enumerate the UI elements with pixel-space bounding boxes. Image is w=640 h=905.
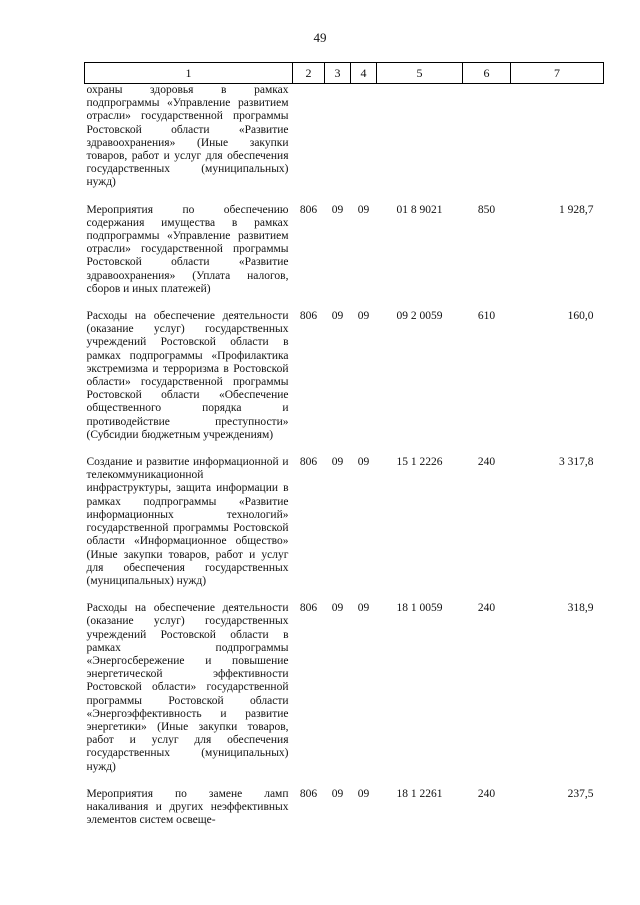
table-row — [85, 84, 604, 190]
table-row — [85, 602, 604, 774]
column-header: 1 — [85, 63, 293, 84]
column-header: 5 — [377, 63, 463, 84]
column-header: 6 — [463, 63, 511, 84]
expense-type-code: 610 — [477, 310, 496, 323]
row-description: Создание и развитие информационной и телекоммуникационной инфраструктуры, защита информации в рамках подпрограммы «Развитие информационных технологий» государственной программы Ростовской области «Информационное общество» (Иные закупки товаров, работ и услуг для обеспечения государственных (муниципальных) нужд) — [86, 456, 289, 587]
subsection-code: 09 — [357, 602, 370, 615]
ministry-code — [293, 84, 325, 190]
row-spacer — [85, 442, 604, 456]
ministry-code: 806 — [299, 602, 318, 615]
table-row — [85, 310, 604, 442]
table-row — [85, 788, 604, 828]
ministry-code: 806 — [299, 203, 318, 216]
row-spacer — [85, 774, 604, 788]
subsection-code: 09 — [357, 310, 370, 323]
page-number: 49 — [313, 30, 327, 45]
ministry-code: 806 — [299, 787, 318, 800]
target-item-code — [377, 84, 463, 190]
column-header: 7 — [511, 63, 604, 84]
expense-type-code — [463, 84, 511, 190]
target-item-code: 09 2 0059 — [396, 310, 443, 323]
target-item-code: 15 1 2226 — [396, 456, 443, 469]
target-item-code: 01 8 9021 — [396, 203, 443, 216]
target-item-code: 18 1 2261 — [396, 787, 443, 800]
subsection-code: 09 — [357, 787, 370, 800]
target-item-code: 18 1 0059 — [396, 602, 443, 615]
amount: 3 317,8 — [559, 456, 594, 469]
table-header-row — [85, 63, 604, 84]
ministry-code: 806 — [299, 456, 318, 469]
row-spacer — [85, 190, 604, 204]
row-description: Мероприятия по обеспечению содержания имущества в рамках подпрограммы «Управление развитием отрасли» государственной программы Ростовской области «Развитие здравоохранения» (Уплата налогов, сборов и иных платежей) — [86, 203, 289, 295]
amount: 237,5 — [567, 787, 594, 800]
column-header: 4 — [351, 63, 377, 84]
row-spacer — [85, 588, 604, 602]
section-code: 09 — [331, 602, 344, 615]
subsection-code — [351, 84, 377, 190]
budget-table — [84, 62, 604, 827]
amount — [511, 84, 604, 190]
column-header: 3 — [325, 63, 351, 84]
row-description: Мероприятия по замене ламп накаливания и других неэффективных элементов систем освеще- — [86, 787, 289, 827]
section-code — [325, 84, 351, 190]
expense-type-code: 240 — [477, 602, 496, 615]
subsection-code: 09 — [357, 456, 370, 469]
row-description: охраны здоровья в рамках подпрограммы «Управление развитием отрасли» государственной программы Ростовской области «Развитие здравоохранения» (Иные закупки товаров, работ и услуг для обеспечения государственных (муниципальных) нужд) — [86, 84, 289, 189]
section-code: 09 — [331, 203, 344, 216]
expense-type-code: 240 — [477, 787, 496, 800]
table-row — [85, 204, 604, 296]
section-code: 09 — [331, 456, 344, 469]
row-spacer — [85, 296, 604, 310]
amount: 1 928,7 — [559, 203, 594, 216]
ministry-code: 806 — [299, 310, 318, 323]
section-code: 09 — [331, 787, 344, 800]
subsection-code: 09 — [357, 203, 370, 216]
row-description: Расходы на обеспечение деятельности (оказание услуг) государственных учреждений Ростовской области в рамках подпрограммы «Энергосбережение и повышение энергетической эффективности Ростовской области» государственной программы Ростовской области «Энергоэффективность и развитие энергетики» (Иные закупки товаров, работ и услуг для обеспечения государственных (муниципальных) нужд) — [86, 602, 289, 773]
table-row — [85, 456, 604, 588]
amount: 318,9 — [567, 602, 594, 615]
column-header: 2 — [293, 63, 325, 84]
section-code: 09 — [331, 310, 344, 323]
expense-type-code: 240 — [477, 456, 496, 469]
amount: 160,0 — [567, 310, 594, 323]
expense-type-code: 850 — [477, 203, 496, 216]
row-description: Расходы на обеспечение деятельности (оказание услуг) государственных учреждений Ростовской области в рамках подпрограммы «Профилактика экстремизма и терроризма в Ростовской области» государственной программы Ростовской области «Обеспечение общественного порядка и противодействие преступности» (Субсидии бюджетным учреждениям) — [86, 310, 289, 441]
